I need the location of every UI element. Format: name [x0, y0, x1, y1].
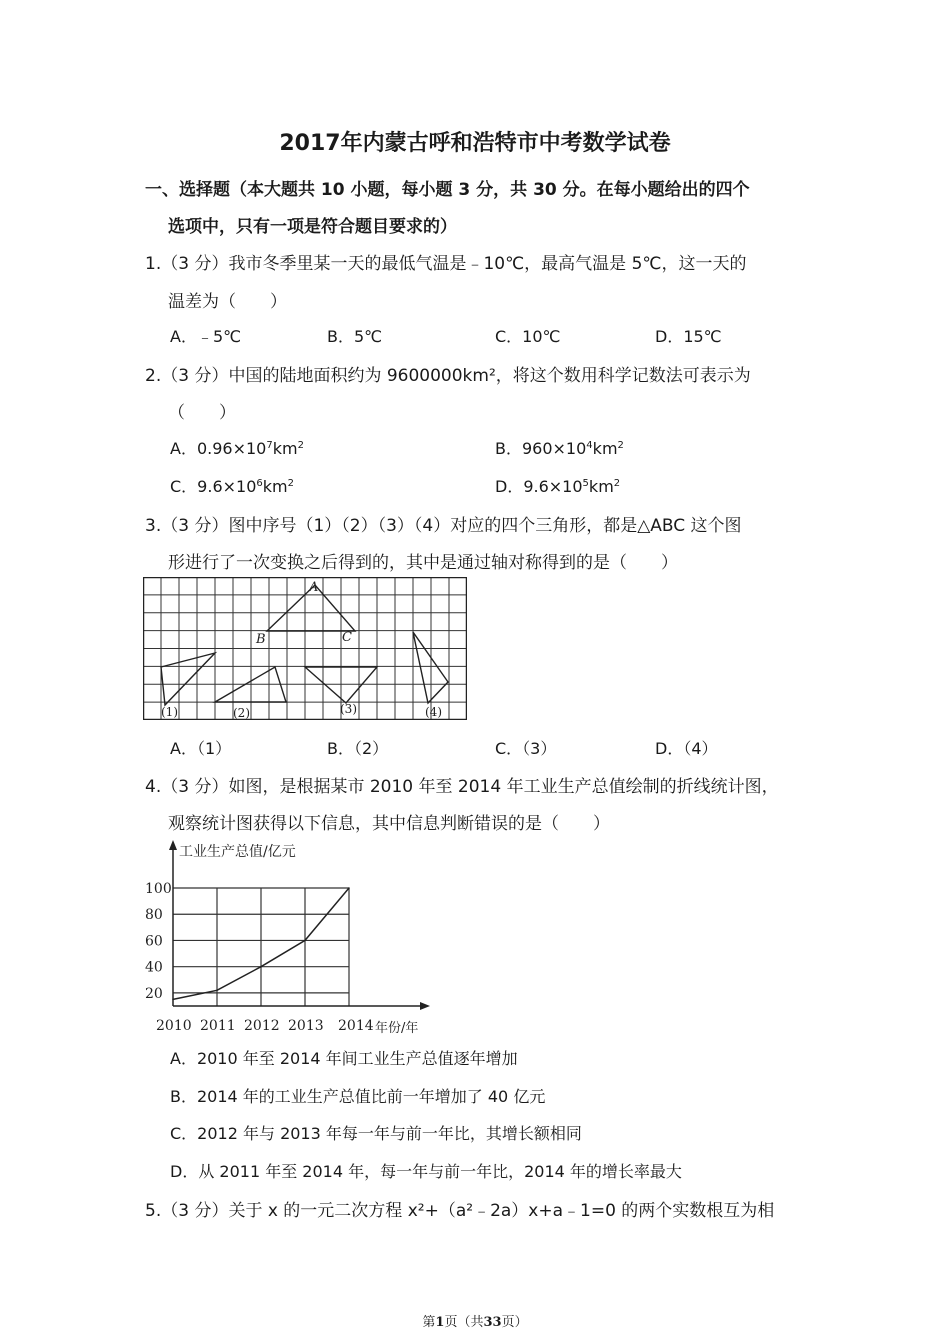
q1-stem-line2: 温差为（ ） [168, 292, 287, 312]
q3-stem-line1: 3.（3 分）图中序号（1）（2）（3）（4）对应的四个三角形，都是△ABC 这个图 [145, 516, 742, 536]
y-tick-20: 20 [145, 985, 163, 1002]
q4-option-d: D．从 2011 年至 2014 年，每一年与前一年比，2014 年的增长率最大 [170, 1162, 682, 1181]
industrial-output-line-chart [143, 838, 438, 1038]
q4-stem-line1: 4.（3 分）如图，是根据某市 2010 年至 2014 年工业生产总值绘制的折线统计图， [145, 777, 779, 797]
data-point-2011 [216, 990, 218, 992]
vertex-c-label: C [342, 630, 352, 645]
data-point-2013 [304, 940, 306, 942]
x-axis-arrow [420, 1002, 430, 1010]
q4-option-c: C．2012 年与 2013 年每一年与前一年比，其增长额相同 [170, 1124, 582, 1143]
data-point-2014 [348, 887, 350, 889]
y-tick-100: 100 [145, 881, 172, 897]
data-point-2010 [172, 999, 174, 1001]
q3-stem-line2: 形进行了一次变换之后得到的，其中是通过轴对称得到的是（ ） [168, 553, 678, 573]
q1-option-d: D．15℃ [655, 327, 722, 346]
x-tick-2010: 2010 [156, 1018, 192, 1034]
data-point-2012 [260, 966, 262, 968]
q2-option-c: C．$9.6\times 10^6km^2$ [170, 477, 294, 496]
section-heading-line2: 选项中，只有一项是符合题目要求的） [168, 217, 457, 237]
q1-option-b: B．5℃ [327, 327, 383, 346]
x-tick-2011: 2011 [200, 1018, 236, 1034]
vertex-a-label: A [309, 580, 319, 595]
y-tick-40: 40 [145, 959, 163, 976]
y-tick-80: 80 [145, 907, 163, 924]
page-title: 2017年内蒙古呼和浩特市中考数学试卷 [279, 131, 671, 156]
triangle-1 [161, 653, 215, 705]
triangle-2-label: (2) [233, 706, 250, 720]
q3-option-b: B．（2） [327, 739, 389, 758]
x-tick-2013: 2013 [288, 1018, 324, 1034]
q2-option-d: D．$9.6\times 10^5km^2$ [495, 477, 621, 496]
q2-option-b: B．$960\times 10^4km^2$ [495, 439, 624, 458]
triangle-4-label: (4) [425, 705, 442, 719]
q3-option-d: D．（4） [655, 739, 718, 758]
x-tick-2014: 2014 [338, 1018, 374, 1034]
y-axis-label: 工业生产总值/亿元 [179, 844, 296, 860]
q4-option-a: A．2010 年至 2014 年间工业生产总值逐年增加 [170, 1049, 518, 1068]
q2-stem-line2: （ ） [168, 403, 236, 423]
q3-option-a: A．（1） [170, 739, 232, 758]
q1-option-c: C．10℃ [495, 327, 561, 346]
vertex-b-label: B [256, 632, 266, 647]
x-axis-label: 年份/年 [375, 1021, 419, 1036]
triangle-3-label: (3) [340, 702, 357, 716]
q2-option-a: A．$0.96\times 10^7km^2$ [170, 439, 304, 458]
triangle-1-label: (1) [161, 705, 178, 719]
q3-option-c: C．（3） [495, 739, 557, 758]
q4-stem-line2: 观察统计图获得以下信息，其中信息判断错误的是（ ） [168, 814, 610, 834]
y-tick-60: 60 [145, 933, 163, 950]
triangle-grid-figure [143, 577, 467, 720]
q4-option-b: B．2014 年的工业生产总值比前一年增加了 40 亿元 [170, 1087, 546, 1106]
x-tick-2012: 2012 [244, 1018, 280, 1034]
section-heading-line1: 一、选择题（本大题共 10 小题，每小题 3 分，共 30 分。在每小题给出的四个 [145, 180, 750, 200]
q1-option-a: A．﹣5℃ [170, 327, 242, 346]
page-footer: 第1页（共33页） [422, 1315, 528, 1330]
q5-stem-line1: 5.（3 分）关于 x 的一元二次方程 x²+（a²﹣2a）x+a﹣1=0 的两个实数根互为相 [145, 1201, 775, 1221]
y-axis-arrow [169, 840, 177, 850]
q2-stem-line1: 2.（3 分）中国的陆地面积约为 9600000km²，将这个数用科学记数法可表示为 [145, 366, 751, 386]
q1-stem-line1: 1.（3 分）我市冬季里某一天的最低气温是﹣10℃，最高气温是 5℃，这一天的 [145, 254, 747, 274]
